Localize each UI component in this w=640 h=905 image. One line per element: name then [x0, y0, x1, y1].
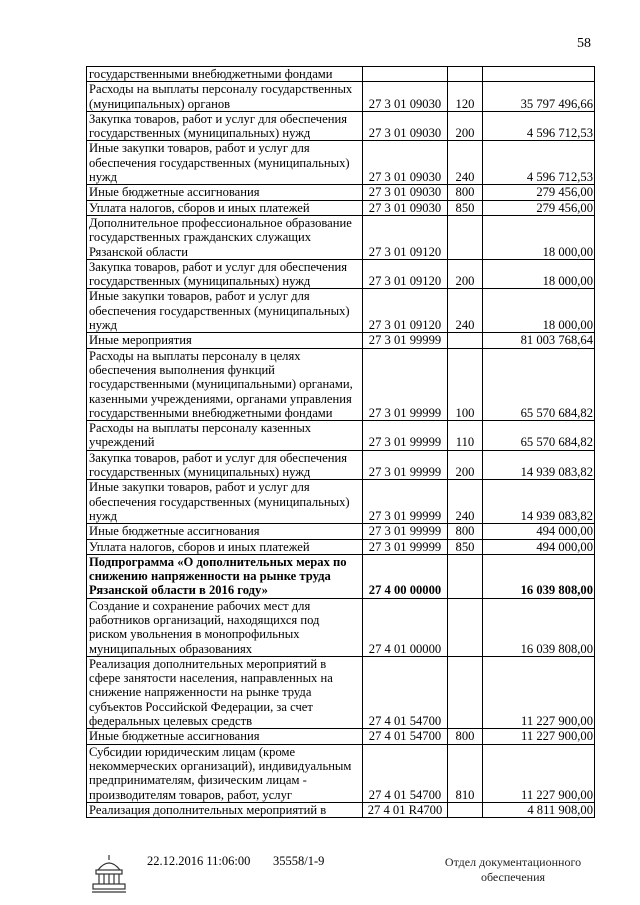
- row-amount-cell: 14 939 083,82: [483, 480, 595, 524]
- row-expense-type-cell: [448, 215, 483, 259]
- table-row: [87, 421, 595, 451]
- row-amount-cell: 4 596 712,53: [483, 111, 595, 141]
- row-amount-cell: 65 570 684,82: [483, 421, 595, 451]
- table-row: [87, 744, 595, 802]
- row-code-cell: 27 3 01 09030: [363, 141, 448, 185]
- row-amount-cell: 16 039 808,00: [483, 598, 595, 656]
- row-name-cell: Иные бюджетные ассигнования: [87, 729, 363, 744]
- row-expense-type-cell: 850: [448, 200, 483, 215]
- table-row: [87, 200, 595, 215]
- row-name-cell: Уплата налогов, сборов и иных платежей: [87, 539, 363, 554]
- table-row: [87, 111, 595, 141]
- table-row: [87, 289, 595, 333]
- row-amount-cell: 81 003 768,64: [483, 333, 595, 348]
- row-code-cell: 27 4 01 54700: [363, 744, 448, 802]
- row-code-cell: 27 3 01 99999: [363, 539, 448, 554]
- row-expense-type-cell: 120: [448, 82, 483, 112]
- row-code-cell: 27 4 00 00000: [363, 554, 448, 598]
- table-row: [87, 539, 595, 554]
- row-amount-cell: [483, 67, 595, 82]
- row-code-cell: 27 4 01 54700: [363, 729, 448, 744]
- row-expense-type-cell: 800: [448, 185, 483, 200]
- row-code-cell: 27 3 01 09030: [363, 200, 448, 215]
- row-amount-cell: 18 000,00: [483, 215, 595, 259]
- row-expense-type-cell: 110: [448, 421, 483, 451]
- row-code-cell: [363, 67, 448, 82]
- row-code-cell: 27 4 01 R4700: [363, 802, 448, 817]
- row-expense-type-cell: 810: [448, 744, 483, 802]
- row-name-cell: Иные мероприятия: [87, 333, 363, 348]
- row-code-cell: 27 3 01 09120: [363, 289, 448, 333]
- row-amount-cell: 18 000,00: [483, 259, 595, 289]
- row-expense-type-cell: 240: [448, 141, 483, 185]
- row-name-cell: Подпрограмма «О дополнительных мерах по снижению напряженности на рынке труда Рязанской области в 2016 году»: [87, 554, 363, 598]
- row-code-cell: 27 3 01 09120: [363, 259, 448, 289]
- table-row: [87, 259, 595, 289]
- row-name-cell: государственными внебюджетными фондами: [87, 67, 363, 82]
- table-row: [87, 215, 595, 259]
- row-code-cell: 27 3 01 99999: [363, 524, 448, 539]
- row-amount-cell: 11 227 900,00: [483, 656, 595, 728]
- row-code-cell: 27 3 01 09030: [363, 82, 448, 112]
- row-amount-cell: 4 811 908,00: [483, 802, 595, 817]
- row-expense-type-cell: [448, 67, 483, 82]
- row-name-cell: Расходы на выплаты персоналу в целях обеспечения выполнения функций государственными (муниципальными) органами, казенными учреждениями, органами управления государственными внебюджетными фондами: [87, 348, 363, 420]
- row-name-cell: Уплата налогов, сборов и иных платежей: [87, 200, 363, 215]
- row-expense-type-cell: [448, 554, 483, 598]
- row-amount-cell: 279 456,00: [483, 185, 595, 200]
- row-name-cell: Иные закупки товаров, работ и услуг для обеспечения государственных (муниципальных) нужд: [87, 289, 363, 333]
- row-amount-cell: 65 570 684,82: [483, 348, 595, 420]
- row-name-cell: Расходы на выплаты персоналу государственных (муниципальных) органов: [87, 82, 363, 112]
- row-amount-cell: 494 000,00: [483, 539, 595, 554]
- table-row: [87, 67, 595, 82]
- row-name-cell: Иные закупки товаров, работ и услуг для обеспечения государственных (муниципальных) нужд: [87, 141, 363, 185]
- table-row: [87, 554, 595, 598]
- row-code-cell: 27 3 01 99999: [363, 333, 448, 348]
- footer-department: Отдел документационного обеспечения: [444, 855, 582, 884]
- row-expense-type-cell: [448, 656, 483, 728]
- row-code-cell: 27 4 01 00000: [363, 598, 448, 656]
- row-amount-cell: 18 000,00: [483, 289, 595, 333]
- row-name-cell: Иные закупки товаров, работ и услуг для обеспечения государственных (муниципальных) нужд: [87, 480, 363, 524]
- row-expense-type-cell: [448, 333, 483, 348]
- row-expense-type-cell: 800: [448, 524, 483, 539]
- row-amount-cell: 4 596 712,53: [483, 141, 595, 185]
- row-code-cell: 27 4 01 54700: [363, 656, 448, 728]
- row-name-cell: Иные бюджетные ассигнования: [87, 524, 363, 539]
- row-code-cell: 27 3 01 09030: [363, 111, 448, 141]
- row-amount-cell: 35 797 496,66: [483, 82, 595, 112]
- table-row: [87, 656, 595, 728]
- row-name-cell: Реализация дополнительных мероприятий в сфере занятости населения, направленных на снижение напряженности на рынке труда субъектов Российской Федерации, за счет федеральных целевых средств: [87, 656, 363, 728]
- row-amount-cell: 279 456,00: [483, 200, 595, 215]
- footer-date: 22.12.2016 11:06:00: [147, 854, 251, 868]
- table-row: [87, 598, 595, 656]
- duma-emblem-icon: [90, 852, 128, 894]
- row-expense-type-cell: 200: [448, 450, 483, 480]
- table-row: [87, 82, 595, 112]
- row-code-cell: 27 3 01 09120: [363, 215, 448, 259]
- row-expense-type-cell: [448, 802, 483, 817]
- row-name-cell: Закупка товаров, работ и услуг для обеспечения государственных (муниципальных) нужд: [87, 259, 363, 289]
- table-row: [87, 333, 595, 348]
- row-amount-cell: 14 939 083,82: [483, 450, 595, 480]
- table-row: [87, 450, 595, 480]
- page-number: 58: [577, 36, 591, 51]
- row-amount-cell: 11 227 900,00: [483, 744, 595, 802]
- row-amount-cell: 11 227 900,00: [483, 729, 595, 744]
- row-name-cell: Реализация дополнительных мероприятий в: [87, 802, 363, 817]
- row-name-cell: Иные бюджетные ассигнования: [87, 185, 363, 200]
- row-expense-type-cell: 800: [448, 729, 483, 744]
- table-row: [87, 480, 595, 524]
- budget-table-body: [87, 67, 595, 818]
- row-code-cell: 27 3 01 99999: [363, 450, 448, 480]
- table-row: [87, 802, 595, 817]
- row-expense-type-cell: 240: [448, 480, 483, 524]
- row-code-cell: 27 3 01 99999: [363, 348, 448, 420]
- table-row: [87, 141, 595, 185]
- row-amount-cell: 494 000,00: [483, 524, 595, 539]
- row-name-cell: Расходы на выплаты персоналу казенных учреждений: [87, 421, 363, 451]
- table-row: [87, 524, 595, 539]
- row-name-cell: Закупка товаров, работ и услуг для обеспечения государственных (муниципальных) нужд: [87, 450, 363, 480]
- table-row: [87, 348, 595, 420]
- row-expense-type-cell: [448, 598, 483, 656]
- row-name-cell: Дополнительное профессиональное образование государственных гражданских служащих Рязанской области: [87, 215, 363, 259]
- row-name-cell: Закупка товаров, работ и услуг для обеспечения государственных (муниципальных) нужд: [87, 111, 363, 141]
- row-code-cell: 27 3 01 99999: [363, 480, 448, 524]
- footer-doc-number: 35558/1-9: [273, 854, 325, 868]
- row-expense-type-cell: 240: [448, 289, 483, 333]
- budget-table: [86, 66, 595, 818]
- row-name-cell: Субсидии юридическим лицам (кроме некоммерческих организаций), индивидуальным предпринимателям, физическим лицам - производителям товаров, работ, услуг: [87, 744, 363, 802]
- row-code-cell: 27 3 01 99999: [363, 421, 448, 451]
- row-code-cell: 27 3 01 09030: [363, 185, 448, 200]
- row-expense-type-cell: 100: [448, 348, 483, 420]
- row-expense-type-cell: 200: [448, 111, 483, 141]
- table-row: [87, 729, 595, 744]
- row-expense-type-cell: 200: [448, 259, 483, 289]
- row-expense-type-cell: 850: [448, 539, 483, 554]
- table-row: [87, 185, 595, 200]
- row-amount-cell: 16 039 808,00: [483, 554, 595, 598]
- row-name-cell: Создание и сохранение рабочих мест для работников организаций, находящихся под риском увольнения в монопрофильных муниципальных образованиях: [87, 598, 363, 656]
